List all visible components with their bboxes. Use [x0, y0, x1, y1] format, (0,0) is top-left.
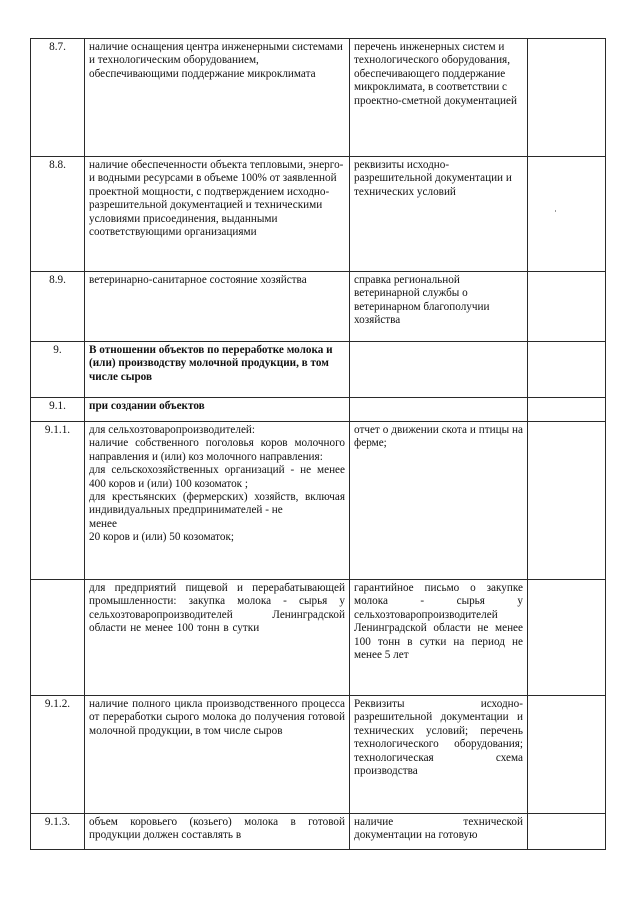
table-row: [31, 342, 606, 398]
row-number: 8.8.: [31, 157, 85, 272]
confirming-documents: наличие технической документации на готовую: [350, 814, 528, 850]
table-row: [31, 272, 606, 342]
confirming-documents: [350, 398, 528, 422]
requirement-text: для предприятий пищевой и перерабатывающей промышленности: закупка молока - сырья у сельхозтоваропроизводителей Ленинградской области не менее 100 тонн в сутки: [85, 580, 350, 696]
row-number: 9.1.3.: [31, 814, 85, 850]
subsection-heading: при создании объектов: [85, 398, 350, 422]
empty-cell: [528, 342, 606, 398]
empty-cell: [528, 422, 606, 580]
row-number: 9.1.2.: [31, 696, 85, 814]
confirming-documents: отчет о движении скота и птицы на ферме;: [350, 422, 528, 580]
table-row: [31, 814, 606, 850]
table-row: [31, 39, 606, 157]
requirement-text: наличие оснащения центра инженерными системами и технологическим оборудованием, обеспечивающими поддержание микроклимата: [85, 39, 350, 157]
empty-cell: [528, 157, 606, 272]
table-row: [31, 580, 606, 696]
row-number: 8.7.: [31, 39, 85, 157]
row-number: 9.: [31, 342, 85, 398]
empty-cell: [528, 272, 606, 342]
confirming-documents: Реквизиты исходно-разрешительной документации и технических условий; перечень технологического оборудования; технологическая схема производства: [350, 696, 528, 814]
requirement-text: [85, 422, 350, 580]
requirement-line: 20 коров и (или) 50 козоматок;: [89, 531, 235, 544]
confirming-documents: реквизиты исходно-разрешительной документации и технических условий: [350, 157, 528, 272]
confirming-documents: гарантийное письмо о закупке молока - сырья у сельхозтоваропроизводителей Ленинградской области не менее 100 тонн в сутки на период не менее 5 лет: [350, 580, 528, 696]
requirement-line: для сельскохозяйственных организаций - не менее 400 коров и (или) 100 козоматок ;: [89, 464, 345, 490]
row-number: [31, 580, 85, 696]
empty-cell: [528, 398, 606, 422]
requirement-text: наличие обеспеченности объекта тепловыми, энерго- и водными ресурсами в объеме 100% от заявленной проектной мощности, с подтверждением исходно-разрешительной документацией и техническими условиями присоединения, выданными соответствующими организациями: [85, 157, 350, 272]
requirement-text: наличие полного цикла производственного процесса от переработки сырого молока до получения готовой молочной продукции, в том числе сыров: [85, 696, 350, 814]
confirming-documents: перечень инженерных систем и технологического оборудования, обеспечивающего поддержание микроклимата, в соответствии с проектно-сметной документацией: [350, 39, 528, 157]
row-number: 8.9.: [31, 272, 85, 342]
row-number: 9.1.1.: [31, 422, 85, 580]
empty-cell: [528, 696, 606, 814]
requirement-line: для сельхозтоваропроизводителей:: [89, 424, 256, 436]
requirement-line: для крестьянских (фермерских) хозяйств, включая индивидуальных предпринимателей - не: [89, 491, 345, 517]
table-row: [31, 398, 606, 422]
requirement-line: наличие собственного поголовья коров молочного направления и (или) коз молочного направления:: [89, 437, 345, 463]
empty-cell: [528, 814, 606, 850]
requirements-table: [30, 38, 606, 850]
requirement-line: менее: [89, 517, 117, 530]
table-row: [31, 157, 606, 272]
requirement-text: объем коровьего (козьего) молока в готовой продукции должен составлять в: [85, 814, 350, 850]
table-row: [31, 422, 606, 580]
table-row: [31, 696, 606, 814]
confirming-documents: справка региональной ветеринарной службы о ветеринарном благополучии хозяйства: [350, 272, 528, 342]
section-heading: В отношении объектов по переработке молока и (или) производству молочной продукции, в том числе сыров: [85, 342, 350, 398]
row-number: 9.1.: [31, 398, 85, 422]
requirement-text: ветеринарно-санитарное состояние хозяйства: [85, 272, 350, 342]
empty-cell: [528, 580, 606, 696]
scan-speck: [555, 210, 556, 212]
confirming-documents: [350, 342, 528, 398]
empty-cell: [528, 39, 606, 157]
